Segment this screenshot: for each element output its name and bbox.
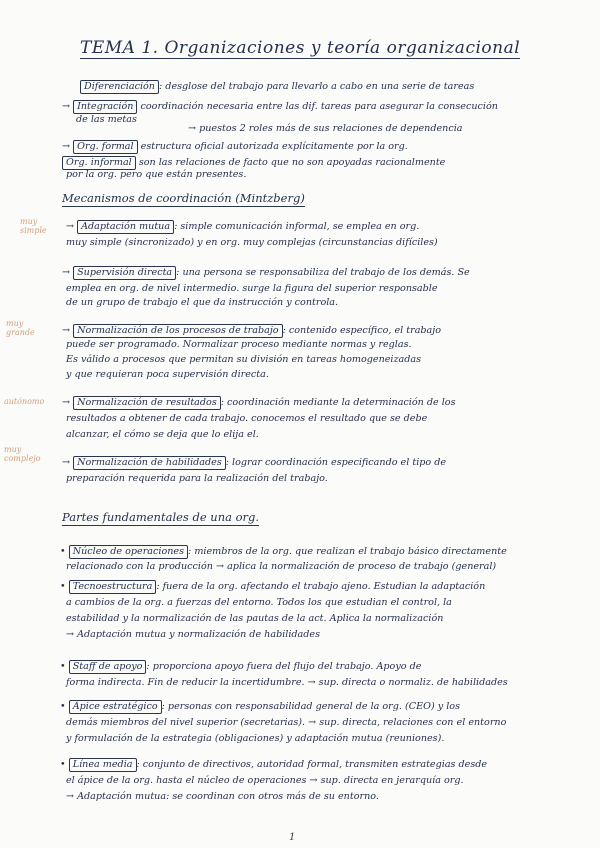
margin-note-4: muy complejo [4, 445, 41, 463]
intro-line-5: → Org. formal estructura oficial autorizada explícitamente por la org. [62, 141, 408, 152]
term-apice-estrategico: Ápice estratégico [69, 700, 162, 714]
term-integracion: Integración [73, 100, 137, 114]
part-5-line-3: → Adaptación mutua: se coordinan con otros más de su entorno. [66, 791, 379, 802]
part-1-line-2: relacionado con la producción → aplica la normalización de proceso de trabajo (general) [66, 561, 497, 572]
term-normalizacion-procesos: Normalización de los procesos de trabajo [73, 324, 282, 338]
part-2: • Tecnoestructura : fuera de la org. afectando el trabajo ajeno. Estudian la adaptación [60, 581, 486, 592]
section2-heading: Partes fundamentales de una org. [62, 510, 260, 524]
term-normalizacion-resultados: Normalización de resultados [73, 396, 221, 410]
margin-note-3: autónomo [4, 397, 45, 406]
part-3: • Staff de apoyo : proporciona apoyo fuera del flujo del trabajo. Apoyo de [60, 661, 422, 672]
term-adaptacion-mutua: Adaptación mutua [77, 220, 174, 234]
mechanism-5-line-2: preparación requerida para la realización del trabajo. [66, 473, 328, 484]
mechanism-4-line-3: alcanzar, el cómo se deja que lo elija el. [66, 429, 259, 440]
term-normalizacion-habilidades: Normalización de habilidades [73, 456, 226, 470]
part-2-line-3: estabilidad y la normalización de las pautas de la act. Aplica la normalización [66, 613, 444, 624]
term-linea-media: Línea media [69, 758, 137, 772]
term-diferenciacion: Diferenciación [80, 80, 159, 94]
term-nucleo-operaciones: Núcleo de operaciones [69, 545, 188, 559]
part-2-line-4: → Adaptación mutua y normalización de habilidades [66, 629, 321, 640]
term-org-informal: Org. informal [62, 156, 136, 170]
mechanism-5: → Normalización de habilidades : lograr coordinación especificando el tipo de [62, 457, 447, 468]
intro-line-1: Diferenciación : desglose del trabajo para llevarlo a cabo en una serie de tareas [80, 80, 474, 94]
page-title: TEMA 1. Organizaciones y teoría organizacional [80, 38, 521, 58]
margin-note-2: muy grande [6, 319, 35, 337]
mechanism-3-line-4: y que requieran poca supervisión directa. [66, 369, 269, 380]
mechanism-2-line-3: de un grupo de trabajo el que da instrucción y controla. [66, 297, 339, 308]
part-4-line-3: y formulación de la estrategia (obligaciones) y adaptación mutua (reuniones). [66, 733, 445, 744]
intro-line-2: → Integración coordinación necesaria entre las dif. tareas para asegurar la consecución [62, 101, 498, 112]
term-org-formal: Org. formal [73, 140, 138, 154]
mechanism-4-line-2: resultados a obtener de cada trabajo. conocemos el resultado que se debe [66, 413, 428, 424]
mechanism-2: → Supervisión directa : una persona se responsabiliza del trabajo de los demás. Se [62, 267, 470, 278]
part-5-line-2: el ápice de la org. hasta el núcleo de operaciones → sup. directa en jerarquía org. [66, 775, 464, 786]
term-staff-apoyo: Staff de apoyo [69, 660, 147, 674]
mechanism-1: → Adaptación mutua : simple comunicación informal, se emplea en org. [66, 221, 420, 232]
term-supervision-directa: Supervisión directa [73, 266, 176, 280]
term-tecnoestructura: Tecnoestructura [69, 580, 157, 594]
mechanism-3-line-3: Es válido a procesos que permitan su división en tareas homogeneizadas [66, 354, 422, 365]
margin-note-1: muy simple [20, 217, 47, 235]
part-2-line-2: a cambios de la org. a fuerzas del entorno. Todos los que estudian el control, la [66, 597, 452, 608]
mechanism-2-line-2: emplea en org. de nivel intermedio. surge la figura del superior responsable [66, 283, 438, 294]
intro-line-6: Org. informal son las relaciones de facto que no son apoyadas racionalmente [62, 156, 445, 170]
intro-line-3: de las metas [76, 114, 137, 125]
part-3-line-2: forma indirecta. Fin de reducir la incertidumbre. → sup. directa o normaliz. de habilidades [66, 677, 508, 688]
intro-line-4: → puestos 2 roles más de sus relaciones de dependencia [188, 123, 463, 134]
part-4-line-2: demás miembros del nivel superior (secretarias). → sup. directa, relaciones con el entorno [66, 717, 507, 728]
part-5: • Línea media : conjunto de directivos, autoridad formal, transmiten estrategias desde [60, 759, 488, 770]
mechanism-4: → Normalización de resultados : coordinación mediante la determinación de los [62, 397, 456, 408]
page-number: 1 [289, 832, 296, 843]
part-1: • Núcleo de operaciones : miembros de la org. que realizan el trabajo básico directamente [60, 546, 507, 557]
section1-heading: Mecanismos de coordinación (Mintzberg) [62, 191, 305, 205]
mechanism-3-line-2: puede ser programado. Normalizar proceso mediante normas y reglas. [66, 339, 412, 350]
part-4: • Ápice estratégico : personas con responsabilidad general de la org. (CEO) y los [60, 701, 460, 712]
intro-line-7: por la org. pero que están presentes. [66, 169, 247, 180]
mechanism-3: → Normalización de los procesos de trabajo : contenido específico, el trabajo [62, 325, 442, 336]
mechanism-1-line-2: muy simple (sincronizado) y en org. muy complejas (circunstancias difíciles) [66, 237, 438, 248]
